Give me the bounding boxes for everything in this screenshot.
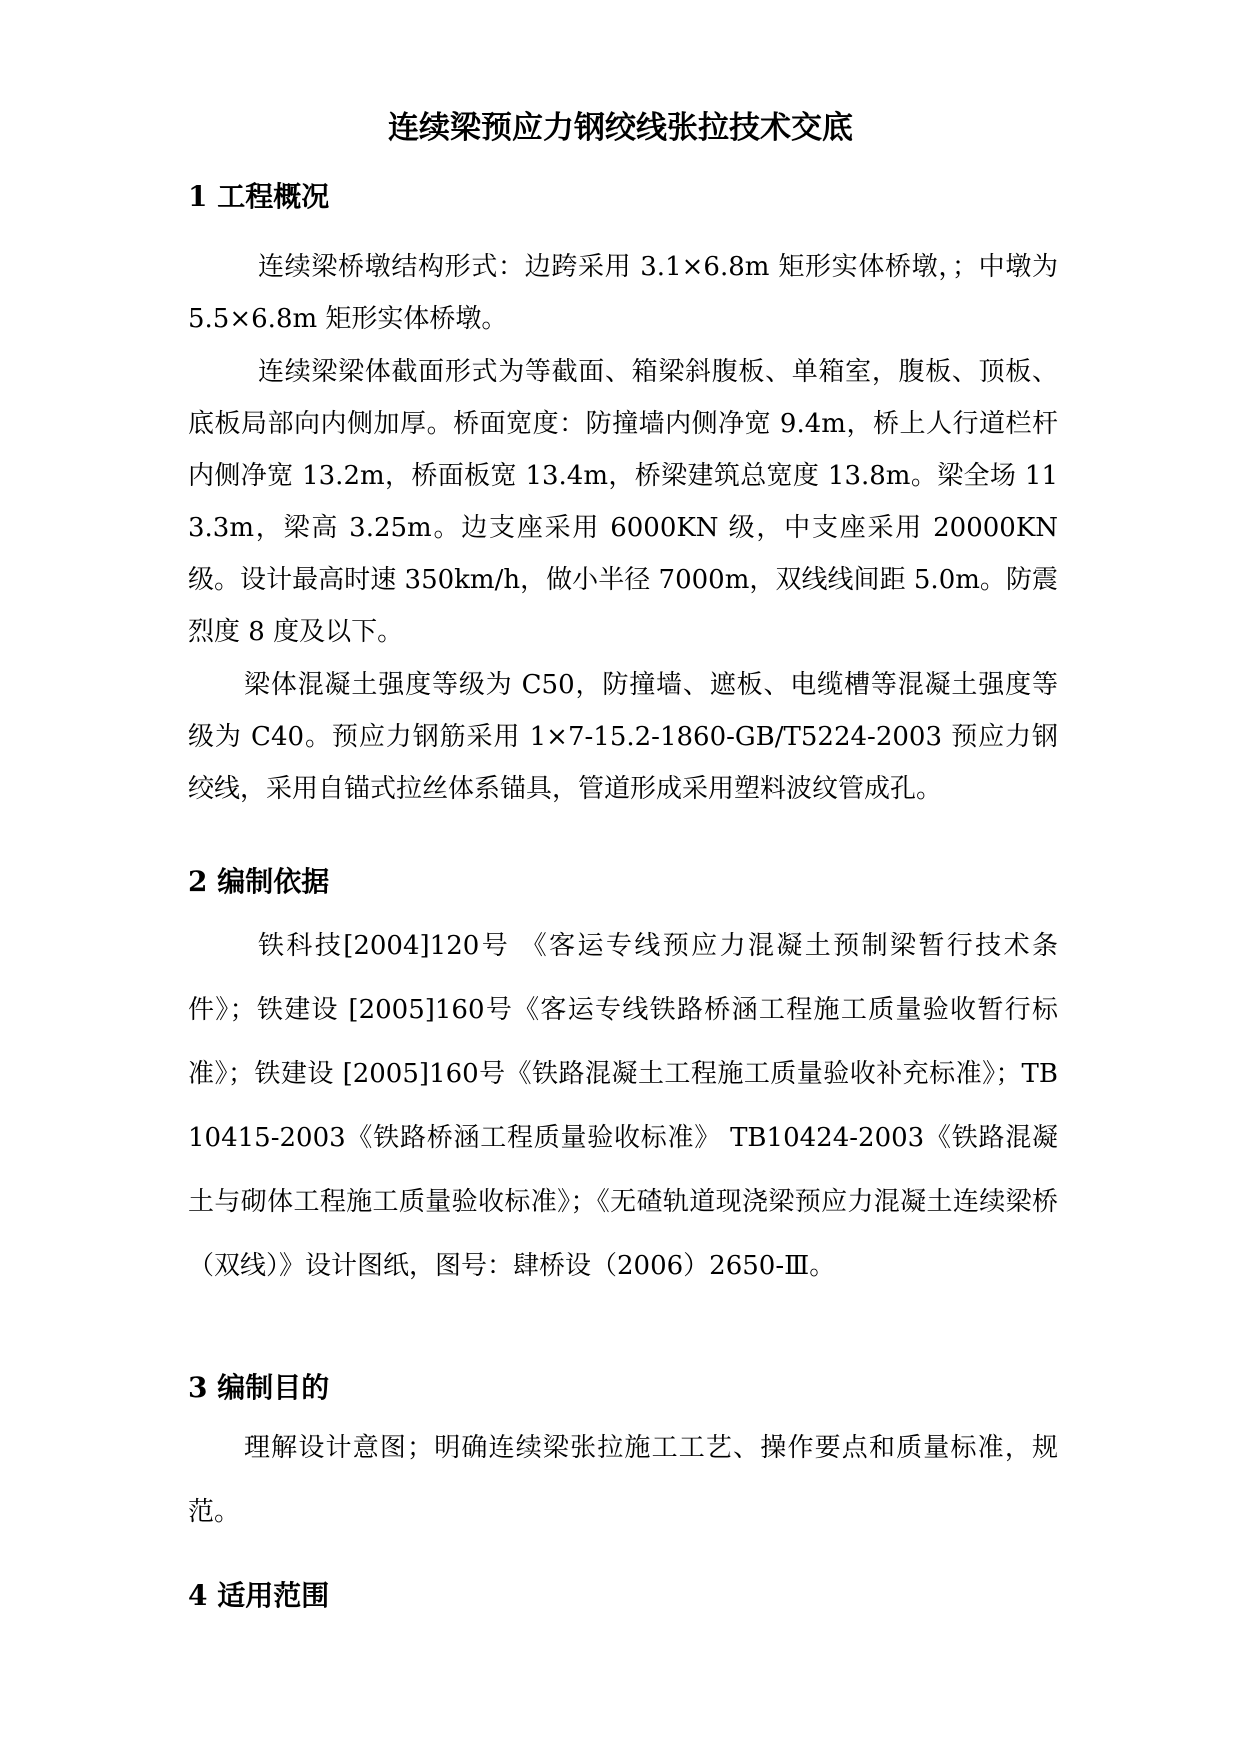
paragraph-pier-structure: 连续梁桥墩结构形式：边跨采用 3.1×6.8m 矩形实体桥墩，；中墩为 5.5×6.8m 矩形实体桥墩。 <box>188 252 1058 334</box>
section-heading-basis: 2 编制依据 <box>188 865 330 898</box>
section-heading-overview: 1 工程概况 <box>188 180 330 213</box>
paragraph-concrete-strength: 梁体混凝土强度等级为 C50，防撞墙、遮板、电缆槽等混凝土强度等级为 C40。预应力钢筋采用 1×7-15.2-1860-GB/T5224-2003 预应力钢绞线，采用自锚式拉丝体系锚具，管道形成采用塑料波纹管成孔。 <box>188 670 1058 804</box>
section-heading-purpose: 3 编制目的 <box>188 1371 330 1404</box>
paragraph-purpose: 理解设计意图；明确连续梁张拉施工工艺、操作要点和质量标准，规范。 <box>188 1433 1058 1527</box>
paragraph-standards: 铁科技[2004]120号 《客运专线预应力混凝土预制梁暂行技术条件》；铁建设 [2005]160号《客运专线铁路桥涵工程施工质量验收暂行标准》；铁建设 [2005]160号《铁路混凝土工程施工质量验收补充标准》；TB10415-2003《铁路桥涵工程质量验收标准》 TB10424-2003《铁路混凝土与砌体工程施工质量验收标准》；《无碴轨道现浇梁预应力混凝土连续梁桥（双线）》设计图纸，图号：肆桥设（2006）2650-Ⅲ。 <box>188 931 1058 1281</box>
section-heading-scope: 4 适用范围 <box>188 1579 330 1612</box>
document-title: 连续梁预应力钢绞线张拉技术交底 <box>388 110 853 146</box>
paragraph-beam-section: 连续梁梁体截面形式为等截面、箱梁斜腹板、单箱室，腹板、顶板、底板局部向内侧加厚。桥面宽度：防撞墙内侧净宽 9.4m，桥上人行道栏杆内侧净宽 13.2m，桥面板宽 13.4m，桥梁建筑总宽度 13.8m。梁全场 113.3m，梁高 3.25m。边支座采用 6000KN 级，中支座采用 20000KN 级。设计最高时速 350km/h，做小半径 7000m，双线线间距 5.0m。防震烈度 8 度及以下。 <box>188 357 1058 647</box>
